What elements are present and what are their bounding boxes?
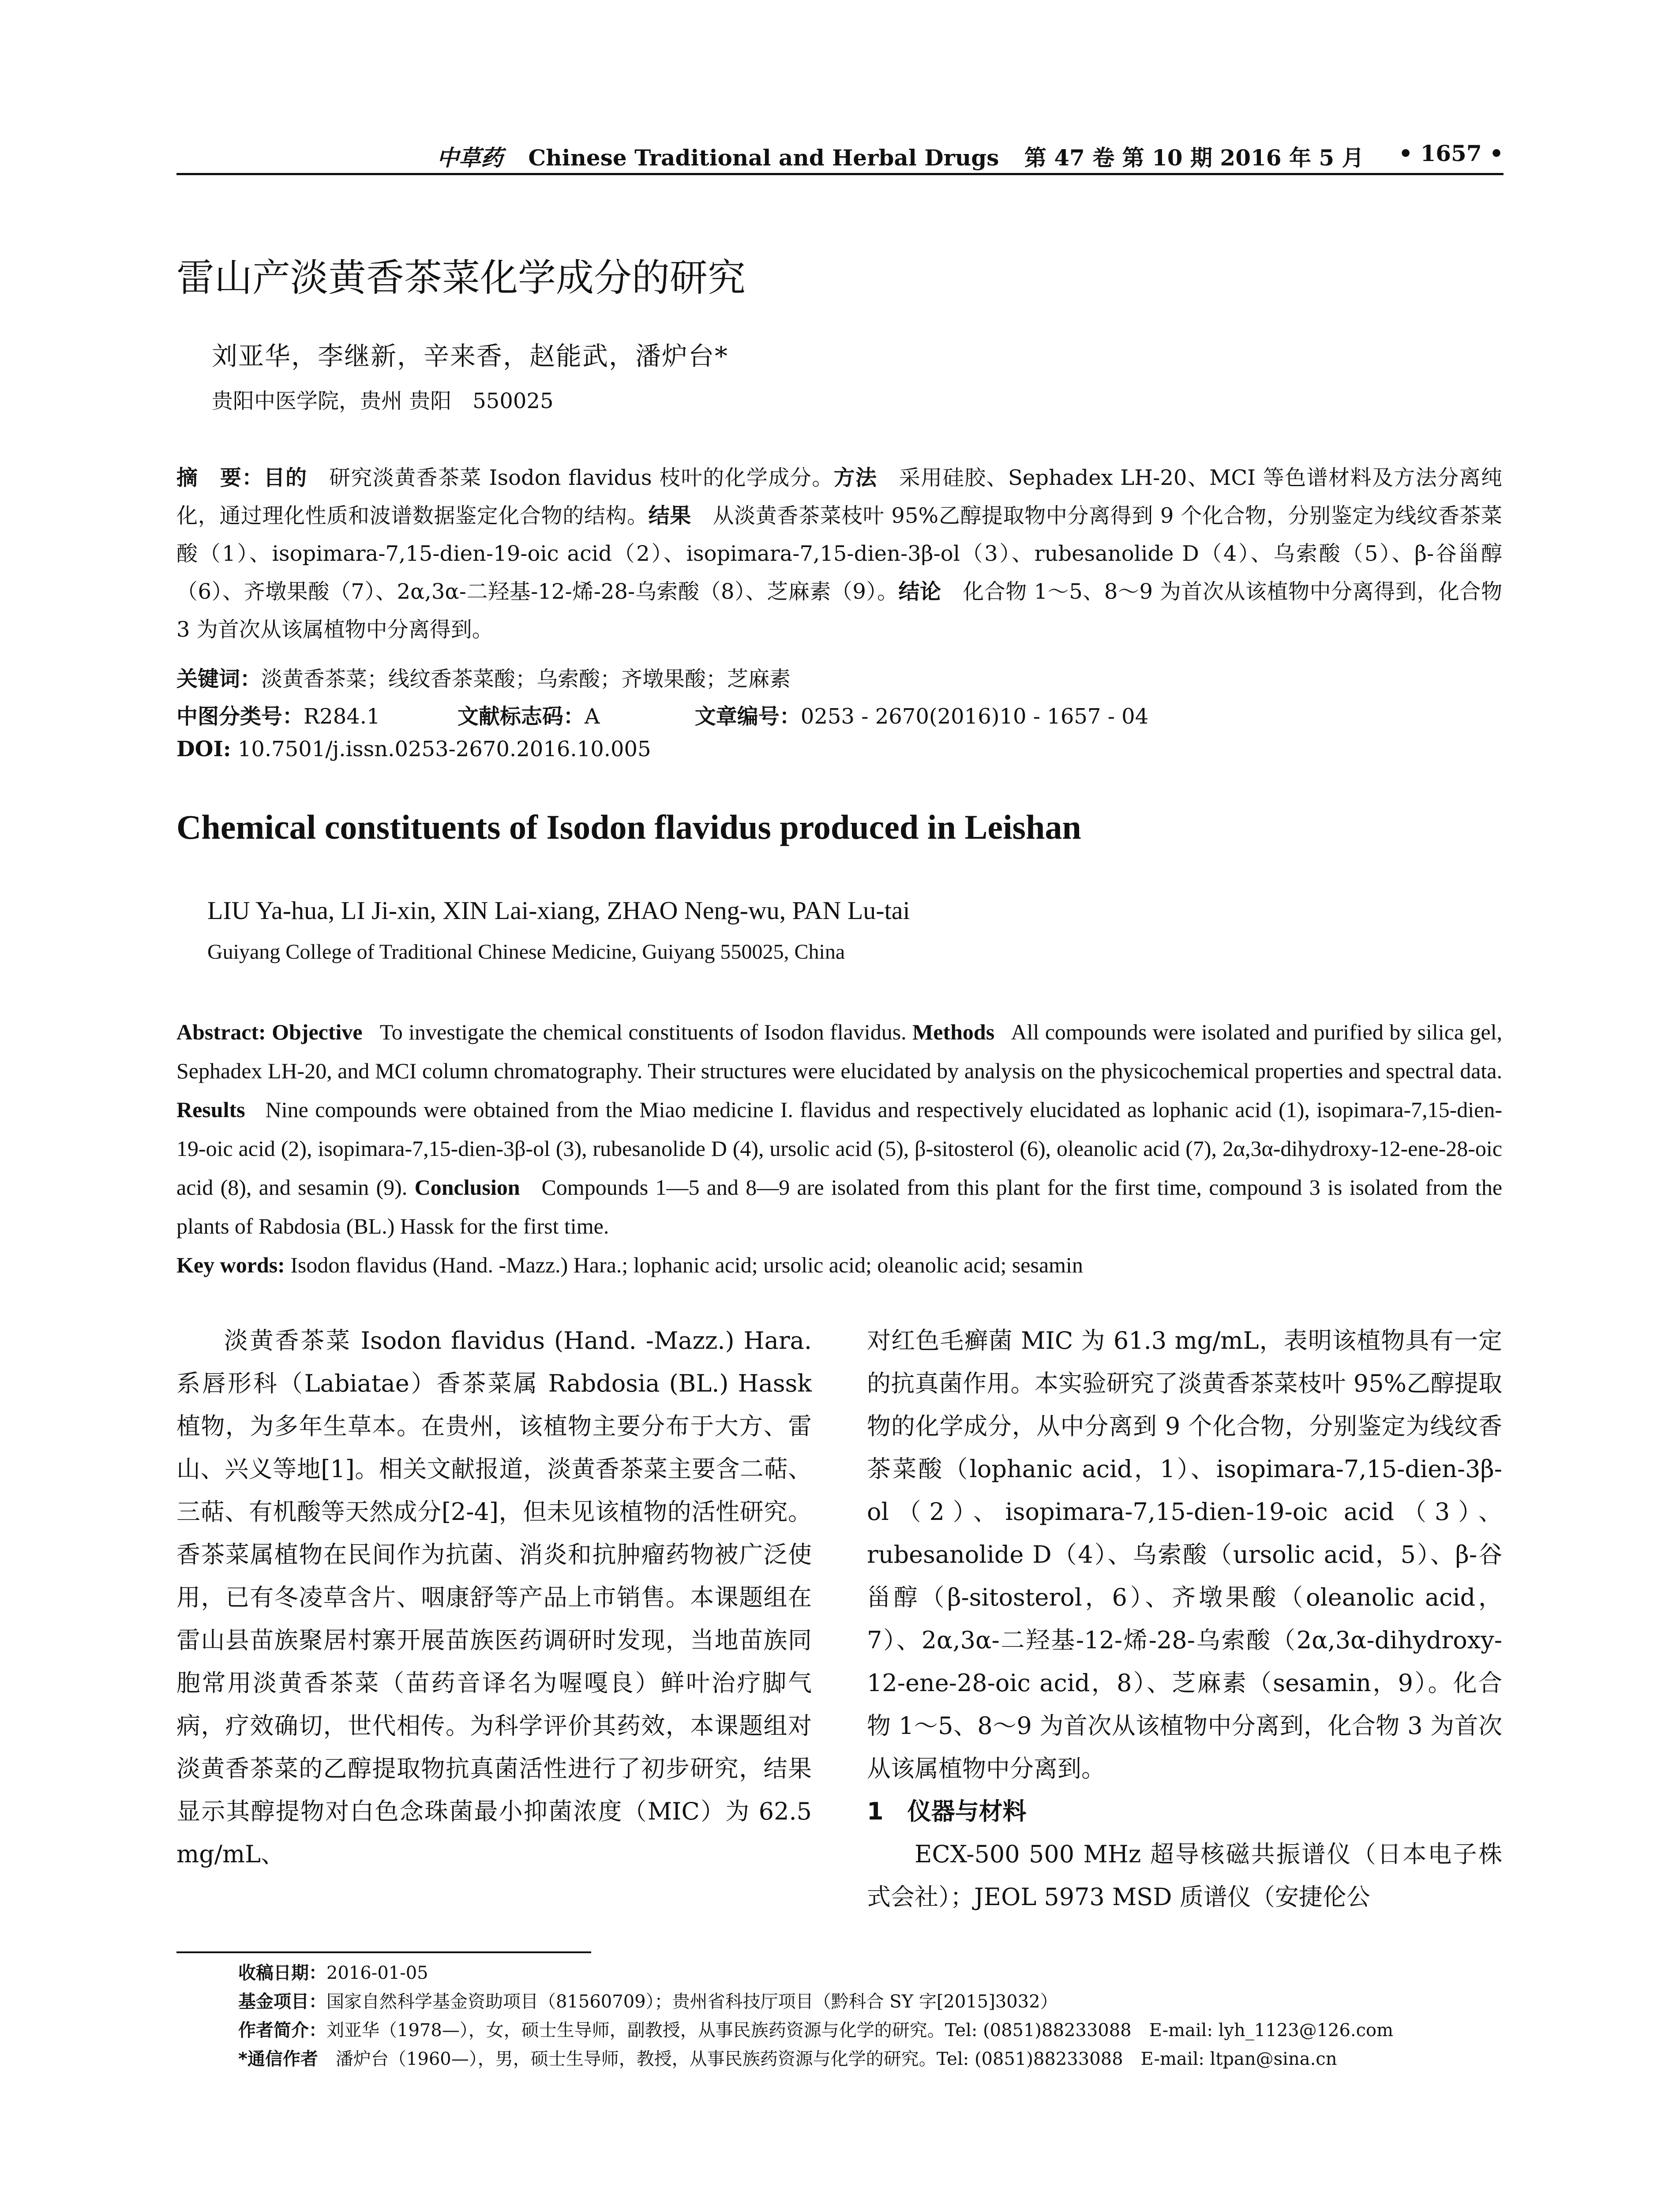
intro-paragraph-continued: 对红色毛癣菌 MIC 为 61.3 mg/mL，表明该植物具有一定的抗真菌作用。本实验研究了淡黄香茶菜枝叶 95%乙醇提取物的化学成分，从中分离到 9 个化合物，分别鉴定为线纹香茶菜酸（lophanic acid，1）、isopimara-7,15-dien-3β-ol（2）、isopimara-7,15-dien-19-oic acid（3）、rubesanolide D（4）、乌索酸（ursolic acid，5）、β-谷甾醇（β-sitosterol，6）、齐墩果酸（oleanolic acid，7）、2α,3α-二羟基-12-烯-28-乌索酸（2α,3α-dihydroxy-12-ene-28-oic acid，8）、芝麻素（sesamin，9）。化合物 1～5、8～9 为首次从该植物中分离到，化合物 3 为首次从该属植物中分离到。	[867, 1327, 1502, 1782]
keywords-cn-text: 淡黄香茶菜；线纹香茶菜酸；乌索酸；齐墩果酸；芝麻素	[261, 667, 791, 691]
footnote-funding	[238, 1988, 1058, 2013]
results-label-cn: 结果	[648, 503, 691, 528]
article-no-label: 文章编号：	[694, 704, 801, 729]
doi-label: DOI:	[176, 737, 231, 762]
article-title-en: Chemical constituents of Isodon flavidus produced in Leishan	[176, 808, 1081, 846]
conclusion-label-en: Conclusion	[414, 1175, 520, 1200]
methods-en: All compounds were isolated and purified by silica gel, Sephadex LH-20, and MCI column chromatography. Their structures were elucidated by analysis on the physicochemical properties and spectral data.	[176, 1020, 1503, 1083]
objective-cn: 研究淡黄香茶菜 Isodon flavidus 枝叶的化学成分。	[329, 465, 834, 490]
doc-code-label: 文献标志码：	[457, 704, 585, 729]
affiliation-en: Guiyang College of Traditional Chinese Medicine, Guiyang 550025, China	[207, 940, 845, 964]
footnote-label: 作者简介：	[238, 2020, 326, 2041]
conclusion-label-cn: 结论	[898, 579, 941, 604]
results-cn: 从淡黄香茶菜枝叶 95%乙醇提取物中分离得到 9 个化合物，分别鉴定为线纹香茶菜酸（1）、isopimara-7,15-dien-19-oic acid（2）、isopimara-7,15-dien-3β-ol（3）、rubesanolide D（4）、乌索酸（5）、β-谷甾醇（6）、齐墩果酸（7）、2α,3α-二羟基-12-烯-28-乌索酸（8）、芝麻素（9）。	[176, 503, 1502, 604]
abstract-cn	[176, 459, 1502, 649]
footnote-label: *通信作者	[238, 2049, 336, 2069]
article-no-value: 0253 - 2670(2016)10 - 1657 - 04	[800, 704, 1149, 729]
methods-label-en: Methods	[912, 1020, 995, 1044]
footnote-author-bio	[238, 2016, 1393, 2041]
journal-citation	[437, 140, 1364, 172]
body-column-right	[867, 1319, 1502, 1918]
methods-label-cn: 方法	[833, 465, 878, 490]
intro-paragraph: 淡黄香茶菜 Isodon flavidus (Hand. -Mazz.) Hara. 系唇形科（Labiatae）香茶菜属 Rabdosia (BL.) Hassk 植物，为多年生草本。在贵州，该植物主要分布于大方、雷山、兴义等地[1]。相关文献报道，淡黄香茶菜主要含二萜、三萜、有机酸等天然成分[2-4]，但未见该植物的活性研究。香茶菜属植物在民间作为抗菌、消炎和抗肿瘤药物被广泛使用，已有冬凌草含片、咽康舒等产品上市销售。本课题组在雷山县苗族聚居村寨开展苗族医药调研时发现，当地苗族同胞常用淡黄香茶菜（苗药音译名为喔嘎良）鲜叶治疗脚气病，疗效确切，世代相传。为科学评价其药效，本课题组对淡黄香茶菜的乙醇提取物抗真菌活性进行了初步研究，结果显示其醇提物对白色念珠菌最小抑菌浓度（MIC）为 62.5 mg/mL、	[176, 1327, 812, 1868]
journal-name-cn: 中草药	[437, 145, 503, 171]
keywords-cn	[176, 662, 791, 692]
affiliation-cn: 贵阳中医学院，贵州 贵阳 550025	[212, 389, 554, 413]
doi-value[interactable]: 10.7501/j.issn.0253-2670.2016.10.005	[237, 737, 651, 762]
journal-issue: 第 47 卷 第 10 期 2016 年 5 月	[1024, 145, 1364, 171]
conclusion-cn: 化合物 1～5、8～9 为首次从该植物中分离得到，化合物 3 为首次从该属植物中分离得到。	[176, 579, 1502, 642]
running-header	[176, 140, 1504, 171]
body-column-left	[176, 1319, 812, 1876]
header-rule	[176, 173, 1504, 175]
objective-label-en: Objective	[272, 1020, 363, 1044]
journal-name-en: Chinese Traditional and Herbal Drugs	[528, 145, 999, 171]
abstract-cn-label: 摘 要：	[176, 465, 264, 490]
results-en: Nine compounds were obtained from the Miao medicine I. flavidus and respectively elucidated as lophanic acid (1), isopimara-7,15-dien-19-oic acid (2), isopimara-7,15-dien-3β-ol (3), rubesanolide D (4), ursolic acid (5), β-sitosterol (6), oleanolic acid (7), 2α,3α-dihydroxy-12-ene-28-oic acid (8), and sesamin (9).	[176, 1097, 1502, 1200]
footnote-received	[238, 1959, 428, 1984]
abstract-en	[176, 1013, 1502, 1284]
footnote-text: 刘亚华（1978—），女，硕士生导师，副教授，从事民族药资源与化学的研究。Tel: (0851)88233088 E-mail: lyh_1123@126.com	[326, 2020, 1394, 2041]
clc-value: R284.1	[304, 704, 380, 729]
article-title-cn: 雷山产淡黄香茶菜化学成分的研究	[176, 256, 746, 300]
results-label-en: Results	[176, 1097, 245, 1122]
section-heading: 1 仪器与材料	[867, 1797, 1027, 1825]
footnote-label: 基金项目：	[238, 1992, 326, 2012]
objective-en: To investigate the chemical constituents of Isodon flavidus.	[379, 1020, 907, 1044]
footnote-text: 潘炉台（1960—），男，硕士生导师，教授，从事民族药资源与化学的研究。Tel: (0851)88233088 E-mail: ltpan@sina.cn	[335, 2049, 1337, 2069]
keywords-en-text: Isodon flavidus (Hand. -Mazz.) Hara.; lophanic acid; ursolic acid; oleanolic acid; sesamin	[290, 1253, 1083, 1277]
footnote-text: 2016-01-05	[326, 1963, 428, 1983]
keywords-cn-label: 关键词：	[176, 667, 262, 691]
abstract-en-label: Abstract:	[176, 1020, 266, 1044]
objective-label-cn: 目的	[263, 465, 308, 490]
authors-cn: 刘亚华，李继新，辛来香，赵能武，潘炉台*	[212, 341, 729, 371]
footnote-label: 收稿日期：	[238, 1963, 326, 1983]
keywords-en-label: Key words:	[176, 1253, 285, 1277]
footnote-corresponding	[238, 2045, 1337, 2070]
authors-en: LIU Ya-hua, LI Ji-xin, XIN Lai-xiang, ZHAO Neng-wu, PAN Lu-tai	[207, 896, 910, 925]
doc-code-value: A	[584, 704, 600, 729]
doi-line	[176, 737, 651, 762]
classification-line	[176, 699, 1148, 730]
clc-label: 中图分类号：	[176, 704, 304, 729]
methods-cn: 采用硅胶、Sephadex LH-20、MCI 等色谱材料及方法分离纯化，通过理化性质和波谱数据鉴定化合物的结构。	[176, 465, 1502, 528]
page-number: • 1657 •	[1399, 140, 1504, 166]
footnote-text: 国家自然科学基金资助项目（81560709）；贵州省科技厅项目（黔科合 SY 字[2015]3032）	[326, 1992, 1058, 2012]
footnote-rule	[176, 1951, 591, 1953]
section-paragraph: ECX-500 500 MHz 超导核磁共振谱仪（日本电子株式会社）；JEOL 5973 MSD 质谱仪（安捷伦公	[867, 1840, 1502, 1911]
conclusion-en: Compounds 1—5 and 8—9 are isolated from this plant for the first time, compound 3 is isolated from the plants of Rabdosia (BL.) Hassk for the first time.	[176, 1175, 1503, 1238]
